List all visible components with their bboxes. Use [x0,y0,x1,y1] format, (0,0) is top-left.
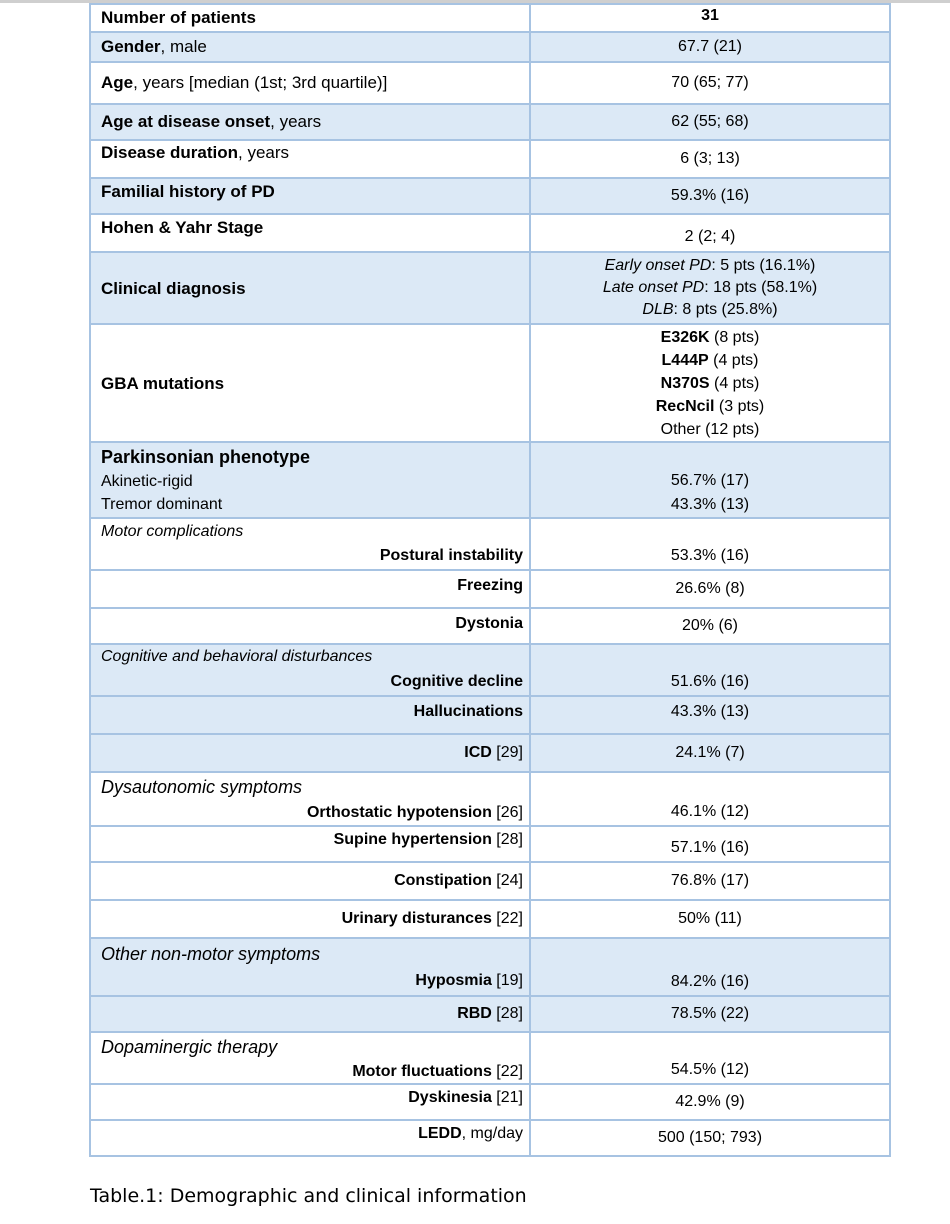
table-row: RBD [28] 78.5% (22) [90,996,890,1032]
hyposmia-value: 84.2% (16) [530,938,890,996]
gba-label: GBA mutations [101,374,225,393]
ortho-label: Orthostatic hypotension [306,804,492,821]
fluct-value: 54.5% (12) [530,1032,890,1084]
table-row [90,214,890,252]
table-row: Age at disease onset, years 62 (55; 68) [90,104,890,140]
urinary-value: 50% (11) [530,900,890,938]
postural-value: 53.3% (16) [530,518,890,570]
halluc-label: Hallucinations [413,703,523,720]
dysauto-section-label: Dysautonomic symptoms [101,777,303,797]
table-row: Age, years [median (1st; 3rd quartile)] 70 (65; 77) [90,62,890,104]
diagnosis-item: Early onset PD: 5 pts (16.1%) [604,257,816,274]
age-label: Age [101,73,134,92]
icd-label: ICD [464,744,492,761]
dysk-value: 42.9% (9) [530,1084,890,1120]
patients-value: 31 [701,7,719,24]
constip-value: 76.8% (17) [530,862,890,900]
table-row: Gender, male 67.7 (21) [90,32,890,62]
table-row: Disease duration, years 6 (3; 13) [90,140,890,178]
table-row: Dyskinesia [21] 42.9% (9) [90,1084,890,1120]
table-row: Dysautonomic symptoms Orthostatic hypotension [26] 46.1% (12) [90,772,890,826]
gba-item: E326K (8 pts) [660,328,760,346]
table-row: ICD [29] 24.1% (7) [90,734,890,772]
nonmotor-section-label: Other non-motor symptoms [101,944,321,964]
rbd-label: RBD [457,1005,492,1022]
diagnosis-item: DLB: 8 pts (25.8%) [642,301,778,318]
hyposmia-label: Hyposmia [415,972,492,989]
tremor-value: 43.3% (13) [670,495,750,513]
table-row: LEDD, mg/day 500 (150; 793) [90,1120,890,1156]
decline-value: 51.6% (16) [530,644,890,696]
halluc-value: 43.3% (13) [530,696,890,734]
duration-value: 6 (3; 13) [530,140,890,178]
decline-label: Cognitive decline [390,673,523,690]
dopa-section-label: Dopaminergic therapy [101,1037,278,1057]
table-row [90,4,890,32]
supine-label: Supine hypertension [333,831,492,848]
table-row: Dopaminergic therapy Motor fluctuations [22] 54.5% (12) [90,1032,890,1084]
table-row: Urinary disturances [22] 50% (11) [90,900,890,938]
supine-value: 57.1% (16) [530,826,890,862]
dystonia-value: 20% (6) [530,608,890,644]
hy-value: 2 (2; 4) [530,214,890,252]
tremor-label: Tremor dominant [101,496,223,513]
patients-label: Number of patients [101,8,256,27]
table-row [90,608,890,644]
table-caption: Table.1: Demographic and clinical information [90,1185,527,1207]
table-row: Constipation [24] 76.8% (17) [90,862,890,900]
ledd-value: 500 (150; 793) [530,1120,890,1156]
clinical-table [89,3,891,1157]
table-row [90,442,890,518]
table-row: Supine hypertension [28] 57.1% (16) [90,826,890,862]
table-row [90,178,890,214]
akinetic-value: 56.7% (17) [670,471,750,489]
familial-label: Familial history of PD [101,182,275,201]
familial-value: 59.3% (16) [530,178,890,214]
table-row [90,570,890,608]
ledd-label: LEDD [418,1125,462,1142]
gender-label: Gender [101,37,161,56]
constip-label: Constipation [394,872,492,889]
freezing-label: Freezing [457,577,523,594]
duration-label: Disease duration [101,143,238,162]
table-row [90,696,890,734]
cognitive-section-label: Cognitive and behavioral disturbances [101,648,373,665]
dystonia-label: Dystonia [455,615,523,632]
freezing-value: 26.6% (8) [530,570,890,608]
diagnosis-label: Clinical diagnosis [101,279,246,298]
onset-value: 62 (55; 68) [530,104,890,140]
table-row: Other non-motor symptoms Hyposmia [19] 84.2% (16) [90,938,890,996]
fluct-label: Motor fluctuations [352,1063,492,1080]
table-row [90,518,890,570]
gba-item: Other (12 pts) [660,420,760,438]
onset-label: Age at disease onset [101,112,271,131]
gba-item: L444P (4 pts) [661,351,759,369]
icd-value: 24.1% (7) [530,734,890,772]
gender-value: 67.7 (21) [530,32,890,62]
table-row [90,252,890,324]
diagnosis-item: Late onset PD: 18 pts (58.1%) [602,279,818,296]
dysk-label: Dyskinesia [408,1089,492,1106]
phenotype-label: Parkinsonian phenotype [101,447,311,467]
ortho-value: 46.1% (12) [530,772,890,826]
hy-label: Hohen & Yahr Stage [101,218,264,237]
postural-label: Postural instability [379,547,523,564]
rbd-value: 78.5% (22) [530,996,890,1032]
table-row [90,644,890,696]
gba-item: N370S (4 pts) [660,374,760,392]
motor-section-label: Motor complications [101,523,244,540]
akinetic-label: Akinetic-rigid [101,473,193,490]
gba-item: RecNcil (3 pts) [655,397,765,415]
table-row [90,324,890,442]
age-value: 70 (65; 77) [530,62,890,104]
urinary-label: Urinary disturances [341,910,492,927]
